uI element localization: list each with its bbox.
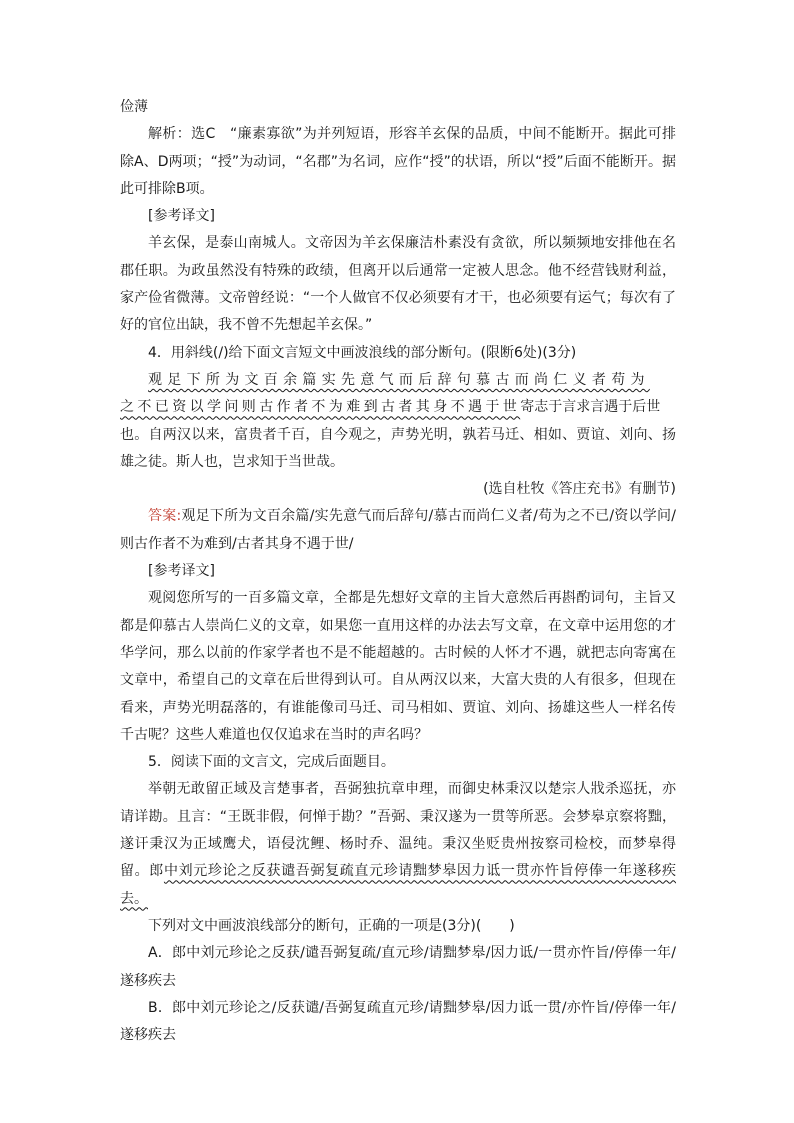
analysis-paragraph — [120, 121, 676, 203]
reference-translation-heading: [参考译文] — [148, 563, 215, 580]
document-page — [120, 94, 676, 1049]
wavy-text: 观足下所为文百余篇实先意气而后辞句慕古而尚仁义者苟为 — [148, 371, 650, 388]
text-line: 问，那么以前的作家学者也不是不能超越的。古时候的人怀才不遇，就把志向寄寓在文章中， — [120, 644, 677, 689]
text-line: 断开。据此可排除B项。 — [120, 153, 676, 197]
text-line: 俭薄 — [120, 99, 148, 115]
question-4-prompt: 4．用斜线(/)给下面文言短文中画波浪线的部分断句。(限断6处)(3分) — [148, 344, 577, 361]
text-line: 详勘。且言：“王既非假，何惮于勘？”吾弼、秉汉遂为一贯等所恶。会梦皋京察将黜，遂 — [120, 808, 676, 853]
text-line: 讦秉汉为正域鹰犬，语侵沈鲤、杨时乔、温纯。秉汉坐贬贵州按察司检校，而梦皋得留。郎 — [120, 836, 677, 880]
text-line: 举朝无敢留正域及言楚事者，吾弼独抗章申理，而御史林秉汉以楚宗人戕杀巡抚，亦请 — [120, 781, 676, 825]
text-line: 解析：选C “廉素寡欲”为并列短语，形容羊玄保的品质，中间不能断开。据此可排 — [148, 126, 676, 143]
text-line: 羊玄保，是泰山南城人。文帝因为羊玄保廉洁朴素没有贪欲，所以频频地安排他在名郡 — [120, 235, 676, 279]
classical-passage — [120, 776, 676, 912]
text-line: 观阅您所写的一百多篇文章，全都是先想好文章的主旨大意然后再斟酌词句，主旨又都 — [120, 590, 676, 634]
text-line: 是仰慕古人崇尚仁义的文章，如果您一直用这样的办法去写文章，在文章中运用您的才华学 — [120, 617, 677, 661]
wavy-text: 中刘元珍论之反获谴吾弼复疏直元珍请黜梦皋因力诋一贯亦忤旨停俸一年遂移疾去。 — [120, 863, 677, 907]
wavy-passage-line-2 — [120, 394, 676, 421]
wavy-passage-line-1 — [120, 367, 676, 394]
text-line: 也。自两汉以来，富贵者千百，自今观之，声势光明，孰若马迁、相如、贾谊、刘向、扬 — [120, 426, 676, 443]
text-line: 遂移疾去 — [120, 1027, 176, 1044]
translation-paragraph — [120, 230, 676, 339]
text-line: 寄志于言求言遇于后世 — [520, 399, 661, 416]
translation-paragraph — [120, 585, 676, 749]
answer-label: 答案: — [148, 508, 182, 525]
option-a — [120, 940, 676, 995]
answer-text: /则古作者不为难到/古者其身不遇于世/ — [120, 508, 676, 552]
option-b — [120, 995, 676, 1050]
text-line: 任职。为政虽然没有特殊的政绩，但离开以后通常一定被人思念。他不经营钱财利益，家产 — [120, 262, 677, 307]
wavy-text: 之不已资以学问则古作者不为难到古者其身不遇于世 — [120, 399, 521, 416]
text-line: 官位出缺，我不曾不先想起羊玄保。” — [148, 317, 373, 334]
source-citation: (选自杜牧《答庄充书》有删节) — [483, 481, 676, 498]
text-line: 遂移疾去 — [120, 972, 176, 989]
answer-text: 观足下所为文百余篇/实先意气而后辞句/慕古而尚仁义者/苟为之不已/资以学问 — [181, 508, 672, 525]
question-stem: 下列对文中画波浪线部分的断句，正确的一项是(3分)( ) — [148, 917, 515, 934]
text-line: 俭省微薄。文帝曾经说：“一个人做官不仅必须要有才干，也必须要有运气；每次有了好的 — [120, 290, 676, 334]
question-5-prompt: 5．阅读下面的文言文，完成后面题目。 — [148, 754, 395, 771]
passage-continuation — [120, 422, 676, 477]
reference-translation-heading: [参考译文] — [148, 208, 215, 225]
text-line: A．郎中刘元珍论之反获/谴吾弼复疏/直元珍/请黜梦皋/因力诋/一贯亦忤旨/停俸一年/ — [148, 945, 676, 962]
text-line: B．郎中刘元珍论之/反获谴/吾弼复疏直元珍/请黜梦皋/因力诋一贯/亦忤旨/停俸一年/ — [148, 999, 676, 1016]
text-line: 人难道也仅仅追求在当时的声名吗？ — [204, 726, 428, 743]
text-line: 希望自己的文章在后世得到认可。自从两汉以来，大富大贵的人有很多，但现在看来，声势 — [120, 672, 677, 716]
text-line: 光明磊落的，有谁能像司马迁、司马相如、贾谊、刘向、扬雄这些人一样名传千古呢？这些 — [120, 699, 677, 743]
answer-paragraph — [120, 503, 676, 558]
text-line: 除A、D两项；“授”为动词，“名郡”为名词，应作“授”的状语，所以“授”后面不能 — [120, 153, 620, 170]
text-line: 雄之徒。斯人也，岂求知于当世哉。 — [120, 453, 344, 470]
